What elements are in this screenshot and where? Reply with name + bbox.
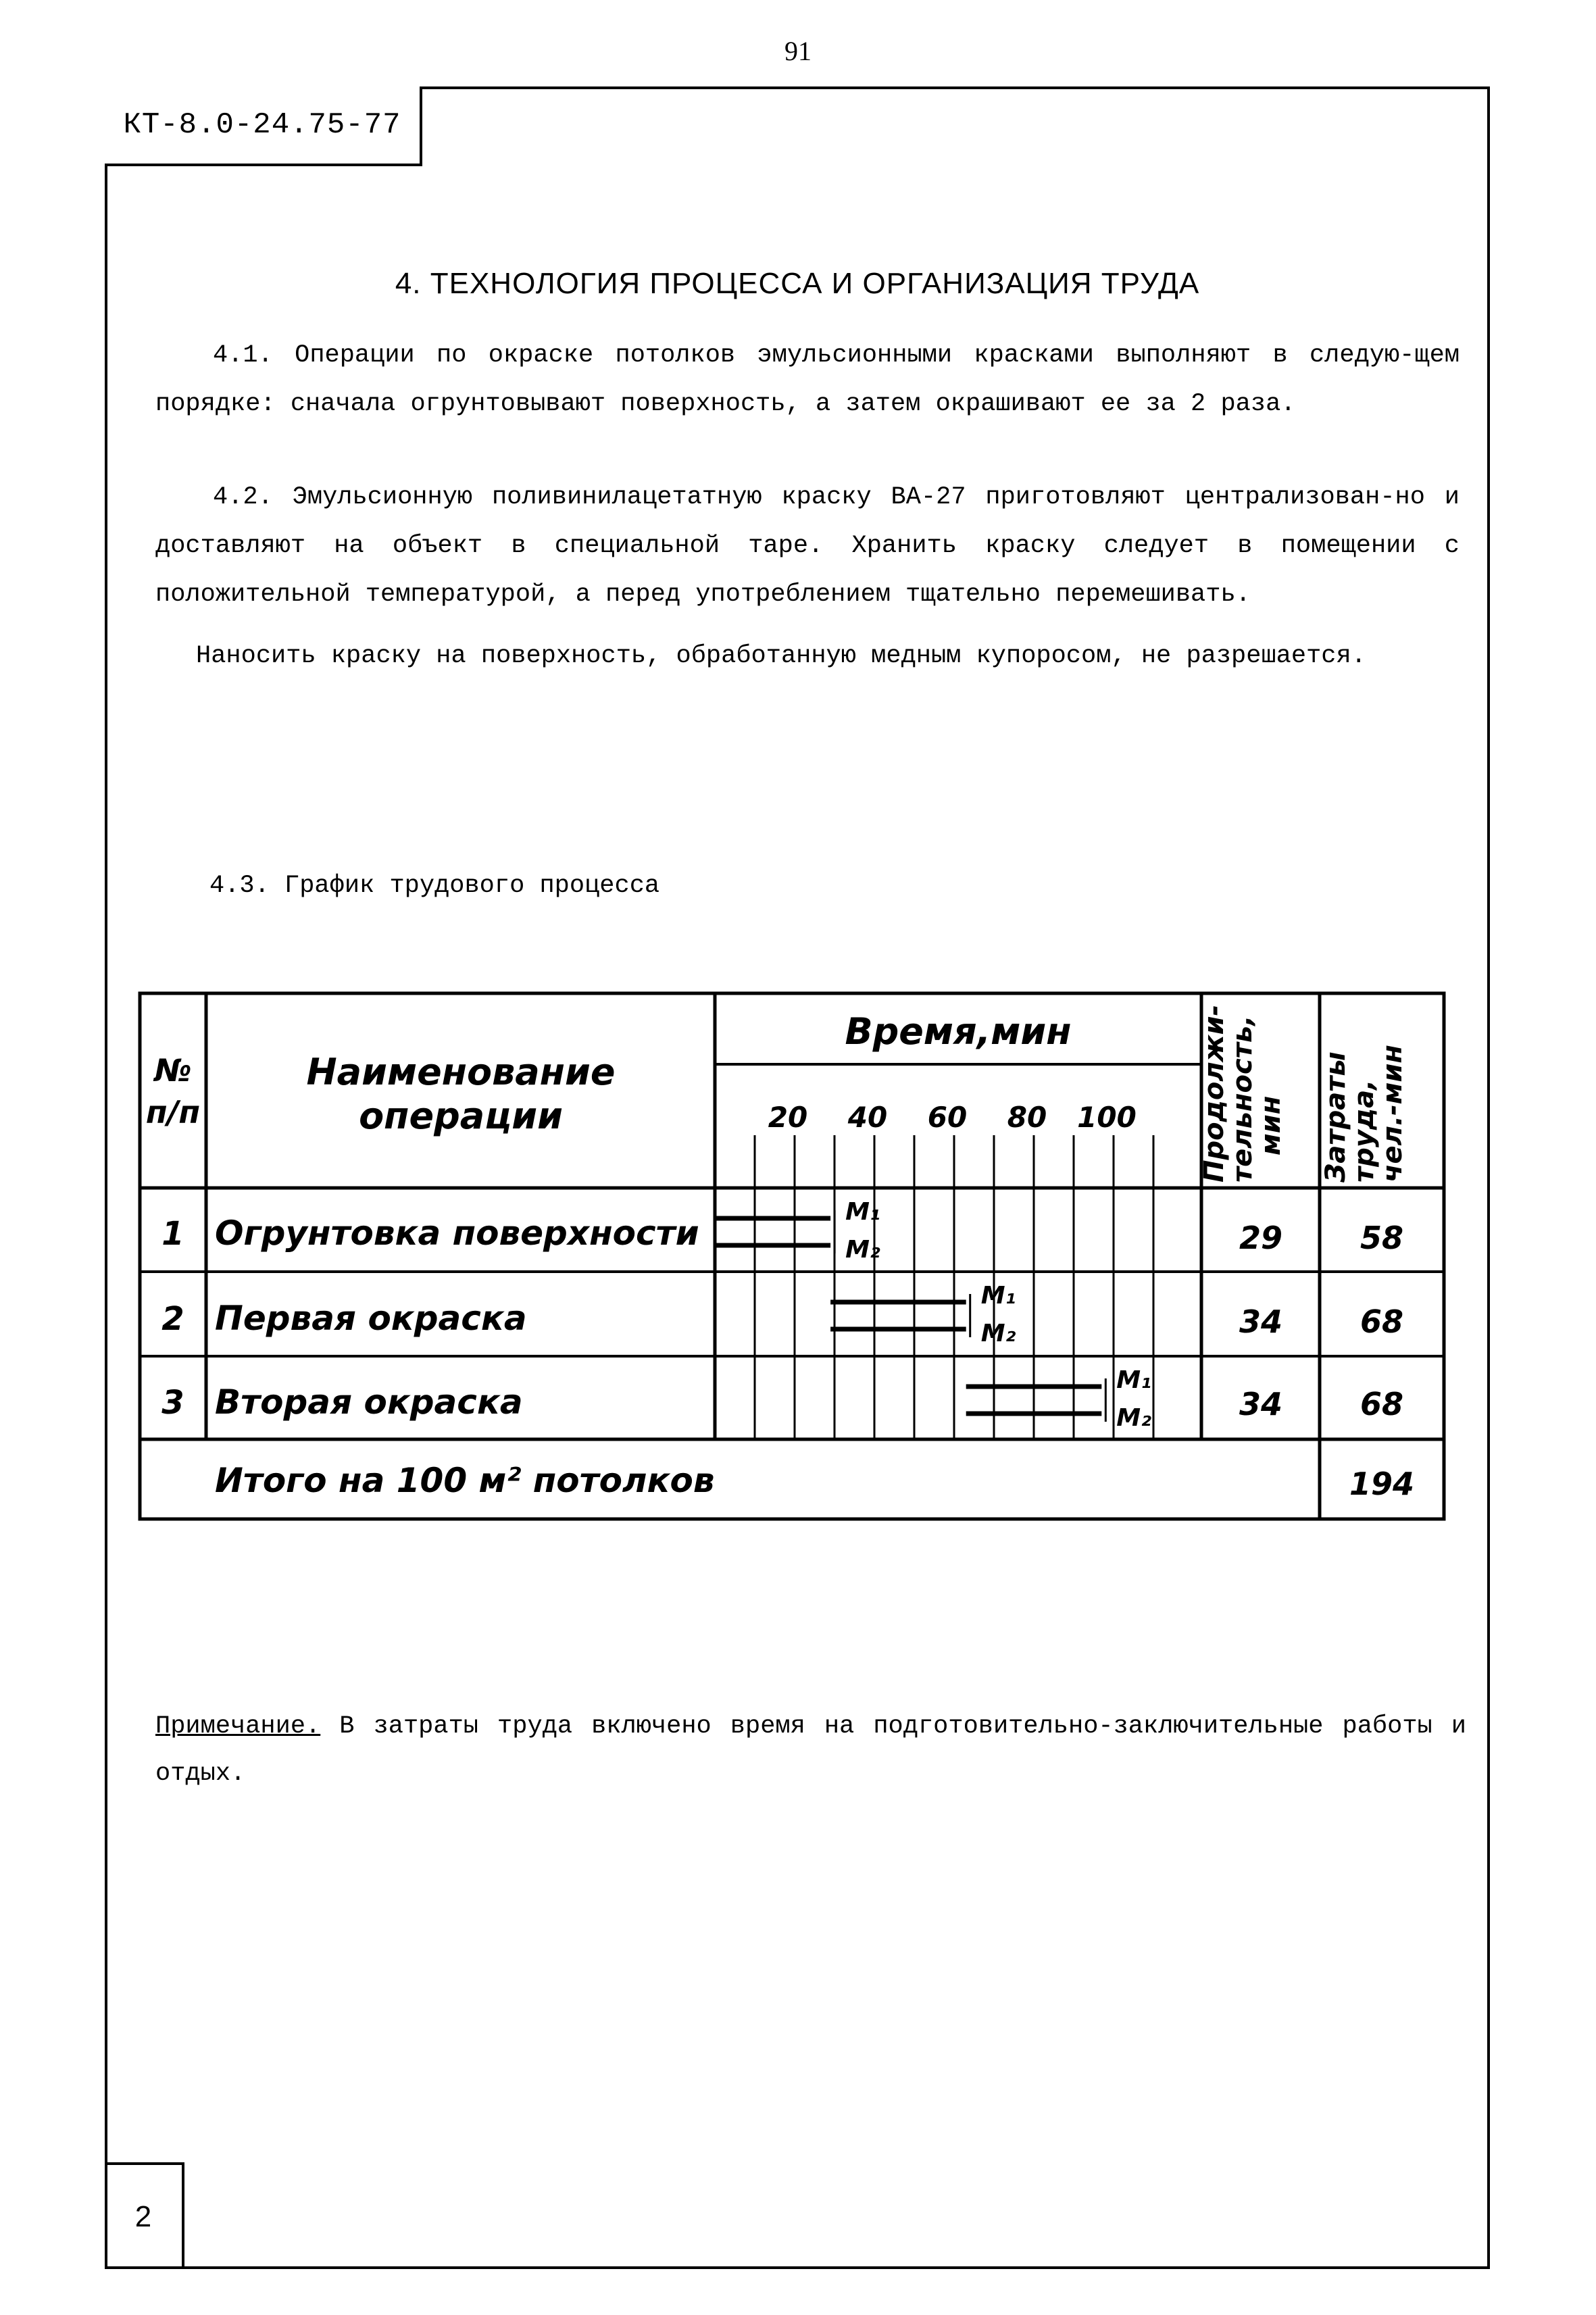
svg-text:труда,: труда, [1349, 1079, 1380, 1183]
total-label: Итого на 100 м² потолков [215, 1461, 715, 1500]
row-3-duration: 34 [1239, 1386, 1283, 1422]
row-2-labor: 68 [1360, 1303, 1404, 1340]
worker-label: М₁ [845, 1198, 880, 1226]
paragraph-4-2-text: 4.2. Эмульсионную поливинилацетатную краску ВА-27 приготовляют централизован-но и доставляют на объект в специальной таре. Хранить краску следует в помещении с положительной температурой, а перед употреблением тщательно перемешивать. [155, 483, 1460, 609]
header-name-line2: операции [359, 1095, 563, 1137]
row-2-name: Первая окраска [215, 1299, 527, 1338]
row-3-labor: 68 [1360, 1386, 1404, 1422]
row-1-duration: 29 [1239, 1220, 1283, 1256]
worker-label: М₁ [980, 1282, 1016, 1310]
svg-text:мин: мин [1255, 1095, 1287, 1155]
row-1-num: 1 [161, 1215, 184, 1253]
note [155, 1703, 1466, 1797]
svg-text:тельность,: тельность, [1227, 1015, 1258, 1183]
header-name-line1: Наименование [306, 1051, 616, 1093]
time-tick-label: 80 [1007, 1101, 1047, 1134]
document-code: КТ-8.0-24.75-77 [105, 86, 422, 166]
header-num-line1: № [154, 1052, 192, 1089]
paragraph-4-1-text: 4.1. Операции по окраске потолков эмульсионными красками выполняют в следую-щем порядке: сначала огрунтовывают поверхность, а затем окрашивают ее за 2 раза. [155, 341, 1460, 418]
worker-label: М₂ [845, 1236, 880, 1264]
row-2-duration: 34 [1239, 1303, 1283, 1340]
worker-label: М₂ [1116, 1404, 1151, 1432]
note-text: В затраты труда включено время на подготовительно-заключительные работы и отдых. [155, 1712, 1466, 1788]
row-1-labor: 58 [1360, 1220, 1404, 1256]
page-number: 91 [784, 36, 812, 66]
row-1-name: Огрунтовка поверхности [215, 1214, 699, 1253]
time-tick-label: 40 [847, 1101, 888, 1134]
header-duration [1199, 1005, 1287, 1183]
svg-text:Продолжи-: Продолжи- [1199, 1004, 1230, 1183]
worker-label: М₂ [980, 1320, 1016, 1347]
time-tick-label: 60 [927, 1101, 968, 1134]
header-time: Время,мин [845, 1010, 1072, 1053]
section-title: 4. ТЕХНОЛОГИЯ ПРОЦЕССА И ОРГАНИЗАЦИЯ ТРУДА [395, 267, 1200, 300]
subsection-title: 4.3. График трудового процесса [209, 872, 660, 900]
worker-label: М₁ [1116, 1366, 1151, 1394]
row-3-name: Вторая окраска [215, 1383, 523, 1422]
time-tick-label: 20 [768, 1101, 808, 1134]
svg-text:чел.-мин: чел.-мин [1377, 1044, 1408, 1183]
note-label: Примечание. [155, 1712, 321, 1741]
row-3-num: 3 [161, 1384, 184, 1422]
svg-text:Затраты: Затраты [1320, 1051, 1351, 1183]
row-2-num: 2 [161, 1300, 184, 1338]
total-labor: 194 [1349, 1466, 1415, 1502]
header-labor [1320, 1045, 1408, 1183]
sheet-number: 2 [105, 2162, 184, 2269]
paragraph-4-2b-text: Наносить краску на поверхность, обработанную медным купоросом, не разрешается. [196, 642, 1366, 670]
time-tick-label: 100 [1077, 1101, 1137, 1134]
header-num-line2: п/п [145, 1094, 201, 1130]
